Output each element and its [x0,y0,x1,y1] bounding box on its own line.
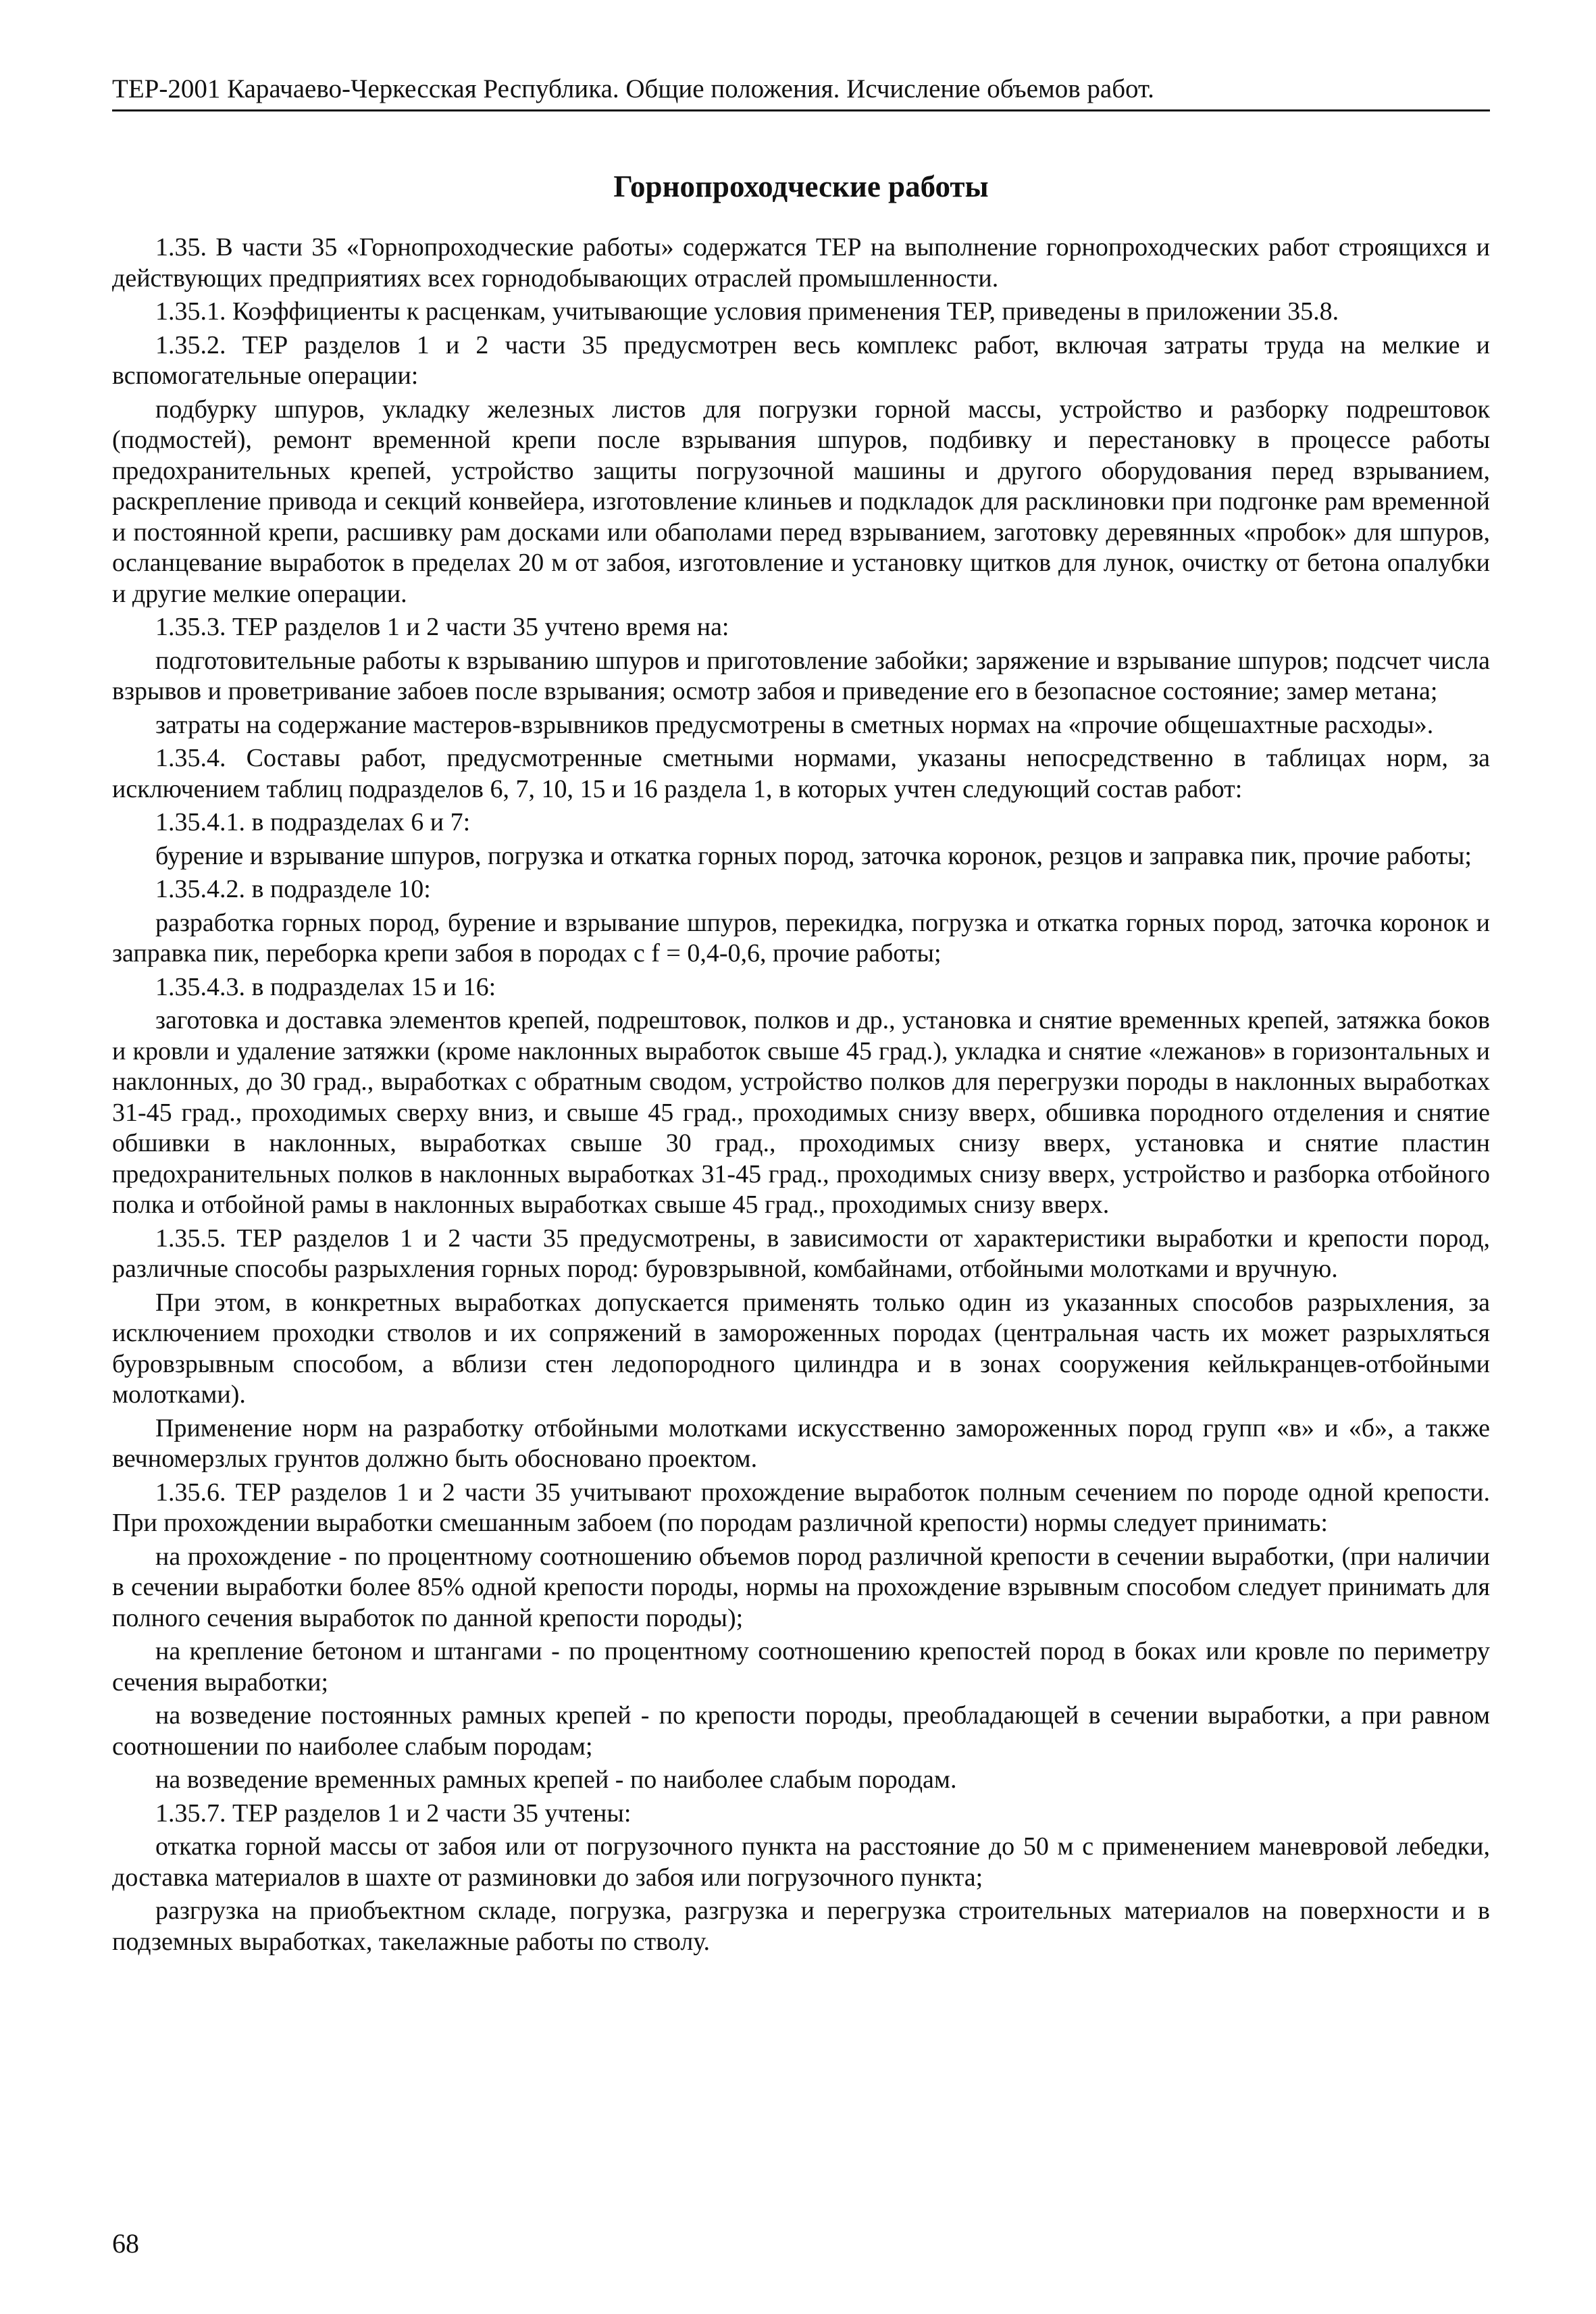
paragraph-blaster-costs: затраты на содержание мастеров-взрывников предусмотрены в сметных нормах на «прочие общешахтные расходы». [155,710,1434,739]
paragraph-1-35-4-1: 1.35.4.1. в подразделах 6 и 7: [155,808,471,836]
paragraph-1-35: 1.35. В части 35 «Горнопроходческие работы» содержатся ТЕР на выполнение горнопроходческих работ строящихся и действующих предприятиях всех горнодобывающих отраслей промышленности. [112,233,1490,293]
page-number: 68 [112,2228,139,2259]
paragraph-1-35-5: 1.35.5. ТЕР разделов 1 и 2 части 35 предусмотрены, в зависимости от характеристики выработки и крепости пород, различные способы разрыхления горных пород: буровзрывной, комбайнами, отбойными молотками и вручную. [112,1224,1490,1283]
paragraph-subsections-15-16: заготовка и доставка элементов крепей, подрештовок, полков и др., установка и снятие временных крепей, затяжка боков и кровли и удаление затяжки (кроме наклонных выработок свыше 45 град.), укладка и снятие «лежанов» в горизонтальных и наклонных, до 30 град., выработках с обратным сводом, устройство полков для перегрузки породы в наклонных выработках 31-45 град., проходимых сверху вниз, и свыше 45 град., проходимых снизу вверх, обшивка породного отделения и снятие обшивки в наклонных, выработках свыше 30 град., проходимых снизу вверх, установка и снятие пластин предохранительных полков в наклонных выработках 31-45 град., проходимых снизу вверх, устройство и разборка отбойного полка и отбойной рамы в наклонных выработках свыше 45 град., проходимых снизу вверх. [112,1006,1490,1219]
paragraph-1-35-4-3: 1.35.4.3. в подразделах 15 и 16: [155,972,496,1001]
body-text [112,232,1490,1960]
paragraph-concrete-bolting-rule: на крепление бетоном и штангами - по процентному соотношению крепостей пород в боках или кровле по периметру сечения выработки; [112,1637,1490,1696]
paragraph-subsection-10: разработка горных пород, бурение и взрывание шпуров, перекидка, погрузка и откатка горных пород, заточка коронок и заправка пик, переборка крепи забоя в породах с f = 0,4-0,6, прочие работы; [112,908,1490,967]
paragraph-1-35-6: 1.35.6. ТЕР разделов 1 и 2 части 35 учитывают прохождение выработок полным сечением по породе одной крепости. При прохождении выработки смешанным забоем (по породам различной крепости) нормы следует принимать: [112,1478,1490,1537]
paragraph-1-35-3: 1.35.3. ТЕР разделов 1 и 2 части 35 учтено время на: [155,613,729,641]
paragraph-operations-list: подбурку шпуров, укладку железных листов для погрузки горной массы, устройство и разборку подрештовок (подмостей), ремонт временной крепи после взрывания шпуров, подбивку и перестановку в процессе работы предохранительных крепей, устройство защиты погрузочной машины и другого оборудования перед взрыванием, раскрепление привода и секций конвейера, изготовление клиньев и подкладок для расклиновки при подгонке рам временной и постоянной крепи, расшивку рам досками или обаполами перед взрыванием, заготовку деревянных «пробок» для шпуров, осланцевание выработок в пределах 20 м от забоя, изготовление и установку щитков для лунок, очистку от бетона опалубки и другие мелкие операции. [112,395,1490,608]
paragraph-1-35-4: 1.35.4. Составы работ, предусмотренные сметными нормами, указаны непосредственно в таблицах норм, за исключением таблиц подразделов 6, 7, 10, 15 и 16 раздела 1, в которых учтен следующий состав работ: [112,744,1490,803]
paragraph-permanent-support-rule: на возведение постоянных рамных крепей - по крепости породы, преобладающей в сечении выработки, а при равном соотношении по наиболее слабым породам; [112,1701,1490,1761]
paragraph-temporary-support-rule: на возведение временных рамных крепей - по наиболее слабым породам. [155,1765,957,1794]
paragraph-1-35-2: 1.35.2. ТЕР разделов 1 и 2 части 35 предусмотрен весь комплекс работ, включая затраты труда на мелкие и вспомогательные операции: [112,330,1490,390]
running-header: ТЕР-2001 Карачаево-Черкесская Республика. Общие положения. Исчисление объемов работ. [112,73,1490,111]
paragraph-loosening-methods: При этом, в конкретных выработках допускается применять только один из указанных способов разрыхления, за исключением проходки стволов и их сопряжений в замороженных породах (центральная часть их может разрыхляться буровзрывным способом, а вблизи стен ледопородного цилиндра и в зонах сооружения кейлькранцев-отбойными молотками). [112,1288,1490,1409]
paragraph-unloading: разгрузка на приобъектном складе, погрузка, разгрузка и перегрузка строительных материалов на поверхности и в подземных выработках, такелажные работы по стволу. [112,1896,1490,1956]
paragraph-1-35-1: 1.35.1. Коэффициенты к расценкам, учитывающие условия применения ТЕР, приведены в приложении 35.8. [155,297,1339,326]
paragraph-blasting-prep: подготовительные работы к взрыванию шпуров и приготовление забойки; заряжение и взрывание шпуров; подсчет числа взрывов и проветривание забоев после взрывания; осмотр забоя и приведение его в безопасное состояние; замер метана; [112,646,1490,705]
paragraph-frozen-soils: Применение норм на разработку отбойными молотками искусственно замороженных пород групп «в» и «б», а также вечномерзлых грунтов должно быть обосновано проектом. [112,1413,1490,1473]
paragraph-1-35-7: 1.35.7. ТЕР разделов 1 и 2 части 35 учтены: [155,1799,632,1828]
paragraph-excavation-rule: на прохождение - по процентному соотношению объемов пород различной крепости в сечении выработки, (при наличии в сечении выработки более 85% одной крепости породы, нормы на прохождение взрывным способом следует принимать для полного сечения выработок по данной крепости породы); [112,1542,1490,1632]
section-title: Горнопроходческие работы [613,170,989,203]
paragraph-haulage: откатка горной массы от забоя или от погрузочного пункта на расстояние до 50 м с применением маневровой лебедки, доставка материалов в шахте от разминовки до забоя или погрузочного пункта; [112,1832,1490,1892]
paragraph-subsections-6-7: бурение и взрывание шпуров, погрузка и откатка горных пород, заточка коронок, резцов и заправка пик, прочие работы; [155,841,1472,870]
paragraph-1-35-4-2: 1.35.4.2. в подразделе 10: [155,875,431,903]
document-page [112,0,1490,2314]
